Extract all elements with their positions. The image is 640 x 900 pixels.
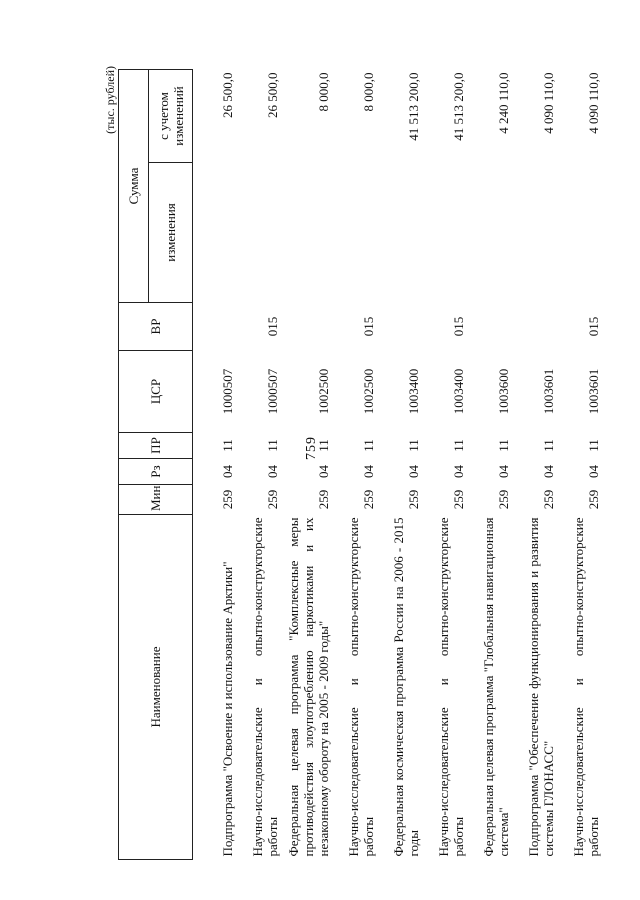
budget-table-sheet bbox=[100, 60, 601, 860]
table-row bbox=[193, 70, 238, 860]
row-changes bbox=[424, 163, 469, 303]
row-vr bbox=[469, 303, 514, 351]
row-changes bbox=[238, 163, 283, 303]
row-pr: 11 bbox=[495, 439, 511, 452]
row-changes bbox=[469, 163, 514, 303]
row-name: Федеральная космическая программа России на 2006 - 2015 годы bbox=[390, 517, 421, 857]
row-vr: 015 bbox=[450, 316, 466, 337]
row-total: 4 240 110,0 bbox=[495, 72, 511, 134]
table-row bbox=[238, 70, 283, 860]
col-header-changes: изменения bbox=[149, 163, 193, 303]
row-pr: 11 bbox=[540, 439, 556, 452]
row-pr: 11 bbox=[315, 439, 331, 452]
table-body bbox=[193, 70, 604, 860]
row-pr: 11 bbox=[264, 439, 280, 452]
row-csr: 1002500 bbox=[315, 368, 331, 415]
row-changes bbox=[334, 163, 379, 303]
row-name: Научно-исследовательские и опытно-конструкторские работы bbox=[345, 517, 376, 857]
row-vr bbox=[514, 303, 559, 351]
row-vr: 015 bbox=[585, 316, 601, 337]
row-rz: 04 bbox=[450, 465, 466, 478]
row-min: 259 bbox=[585, 489, 601, 510]
row-total: 8 000,0 bbox=[360, 72, 376, 112]
col-header-rz: Рз bbox=[119, 459, 193, 485]
table-row bbox=[379, 70, 424, 860]
row-pr: 11 bbox=[219, 439, 235, 452]
row-rz: 04 bbox=[360, 465, 376, 478]
page-number: 759 bbox=[304, 436, 319, 460]
col-header-min: Мин bbox=[119, 485, 193, 515]
row-min: 259 bbox=[219, 489, 235, 510]
col-header-sum: Сумма bbox=[119, 70, 149, 303]
row-rz: 04 bbox=[540, 465, 556, 478]
row-min: 259 bbox=[360, 489, 376, 510]
row-csr: 1003601 bbox=[585, 368, 601, 415]
row-changes bbox=[193, 163, 238, 303]
row-rz: 04 bbox=[585, 465, 601, 478]
row-vr bbox=[379, 303, 424, 351]
row-min: 259 bbox=[540, 489, 556, 510]
row-csr: 1003400 bbox=[405, 368, 421, 415]
row-min: 259 bbox=[405, 489, 421, 510]
row-name: Научно-исследовательские и опытно-конструкторские работы bbox=[249, 517, 280, 857]
row-vr: 015 bbox=[360, 316, 376, 337]
row-rz: 04 bbox=[315, 465, 331, 478]
col-header-vr: ВР bbox=[119, 303, 193, 351]
row-csr: 1000507 bbox=[219, 368, 235, 415]
row-name: Федеральная целевая программа "Глобальная навигационная система" bbox=[480, 517, 511, 857]
row-changes bbox=[514, 163, 559, 303]
col-header-csr: ЦСР bbox=[119, 351, 193, 433]
row-name: Подпрограмма "Освоение и использование Арктики" bbox=[219, 561, 235, 857]
row-total: 4 090 110,0 bbox=[540, 72, 556, 134]
row-csr: 1000507 bbox=[264, 368, 280, 415]
row-vr bbox=[193, 303, 238, 351]
row-rz: 04 bbox=[219, 465, 235, 478]
row-pr: 11 bbox=[360, 439, 376, 452]
row-pr: 11 bbox=[585, 439, 601, 452]
row-total: 26 500,0 bbox=[219, 72, 235, 118]
row-changes bbox=[559, 163, 604, 303]
row-rz: 04 bbox=[264, 465, 280, 478]
budget-table bbox=[118, 69, 604, 860]
row-vr: 015 bbox=[264, 316, 280, 337]
row-min: 259 bbox=[315, 489, 331, 510]
row-total: 4 090 110,0 bbox=[585, 72, 601, 134]
table-row bbox=[283, 70, 334, 860]
row-rz: 04 bbox=[495, 465, 511, 478]
row-csr: 1003400 bbox=[450, 368, 466, 415]
row-name: Научно-исследовательские и опытно-конструкторские работы bbox=[435, 517, 466, 857]
units-label: (тыс. рублей) bbox=[103, 66, 117, 134]
row-total: 41 513 200,0 bbox=[450, 72, 466, 141]
table-row bbox=[424, 70, 469, 860]
row-min: 259 bbox=[264, 489, 280, 510]
row-name: Федеральная целевая программа "Комплексные меры противодействия злоупотреблению наркотиками и их незаконному обороту на 2005 - 2009 годы" bbox=[285, 517, 331, 857]
table-row bbox=[469, 70, 514, 860]
row-pr: 11 bbox=[405, 439, 421, 452]
table-row bbox=[334, 70, 379, 860]
row-total: 8 000,0 bbox=[315, 72, 331, 112]
row-name: Подпрограмма "Обеспечение функционирования и развития системы ГЛОНАСС" bbox=[525, 517, 556, 857]
row-rz: 04 bbox=[405, 465, 421, 478]
row-pr: 11 bbox=[450, 439, 466, 452]
row-changes bbox=[379, 163, 424, 303]
row-changes bbox=[283, 163, 334, 303]
table-row bbox=[514, 70, 559, 860]
row-min: 259 bbox=[495, 489, 511, 510]
row-min: 259 bbox=[450, 489, 466, 510]
row-name: Научно-исследовательские и опытно-конструкторские работы bbox=[570, 517, 601, 857]
row-csr: 1003600 bbox=[495, 368, 511, 415]
row-total: 41 513 200,0 bbox=[405, 72, 421, 141]
row-vr bbox=[283, 303, 334, 351]
col-header-with-changes: с учетом изменений bbox=[149, 70, 193, 163]
col-header-pr: ПР bbox=[119, 433, 193, 459]
row-csr: 1003601 bbox=[540, 368, 556, 415]
row-total: 26 500,0 bbox=[264, 72, 280, 118]
table-row bbox=[559, 70, 604, 860]
col-header-name: Наименование bbox=[119, 515, 193, 860]
row-csr: 1002500 bbox=[360, 368, 376, 415]
